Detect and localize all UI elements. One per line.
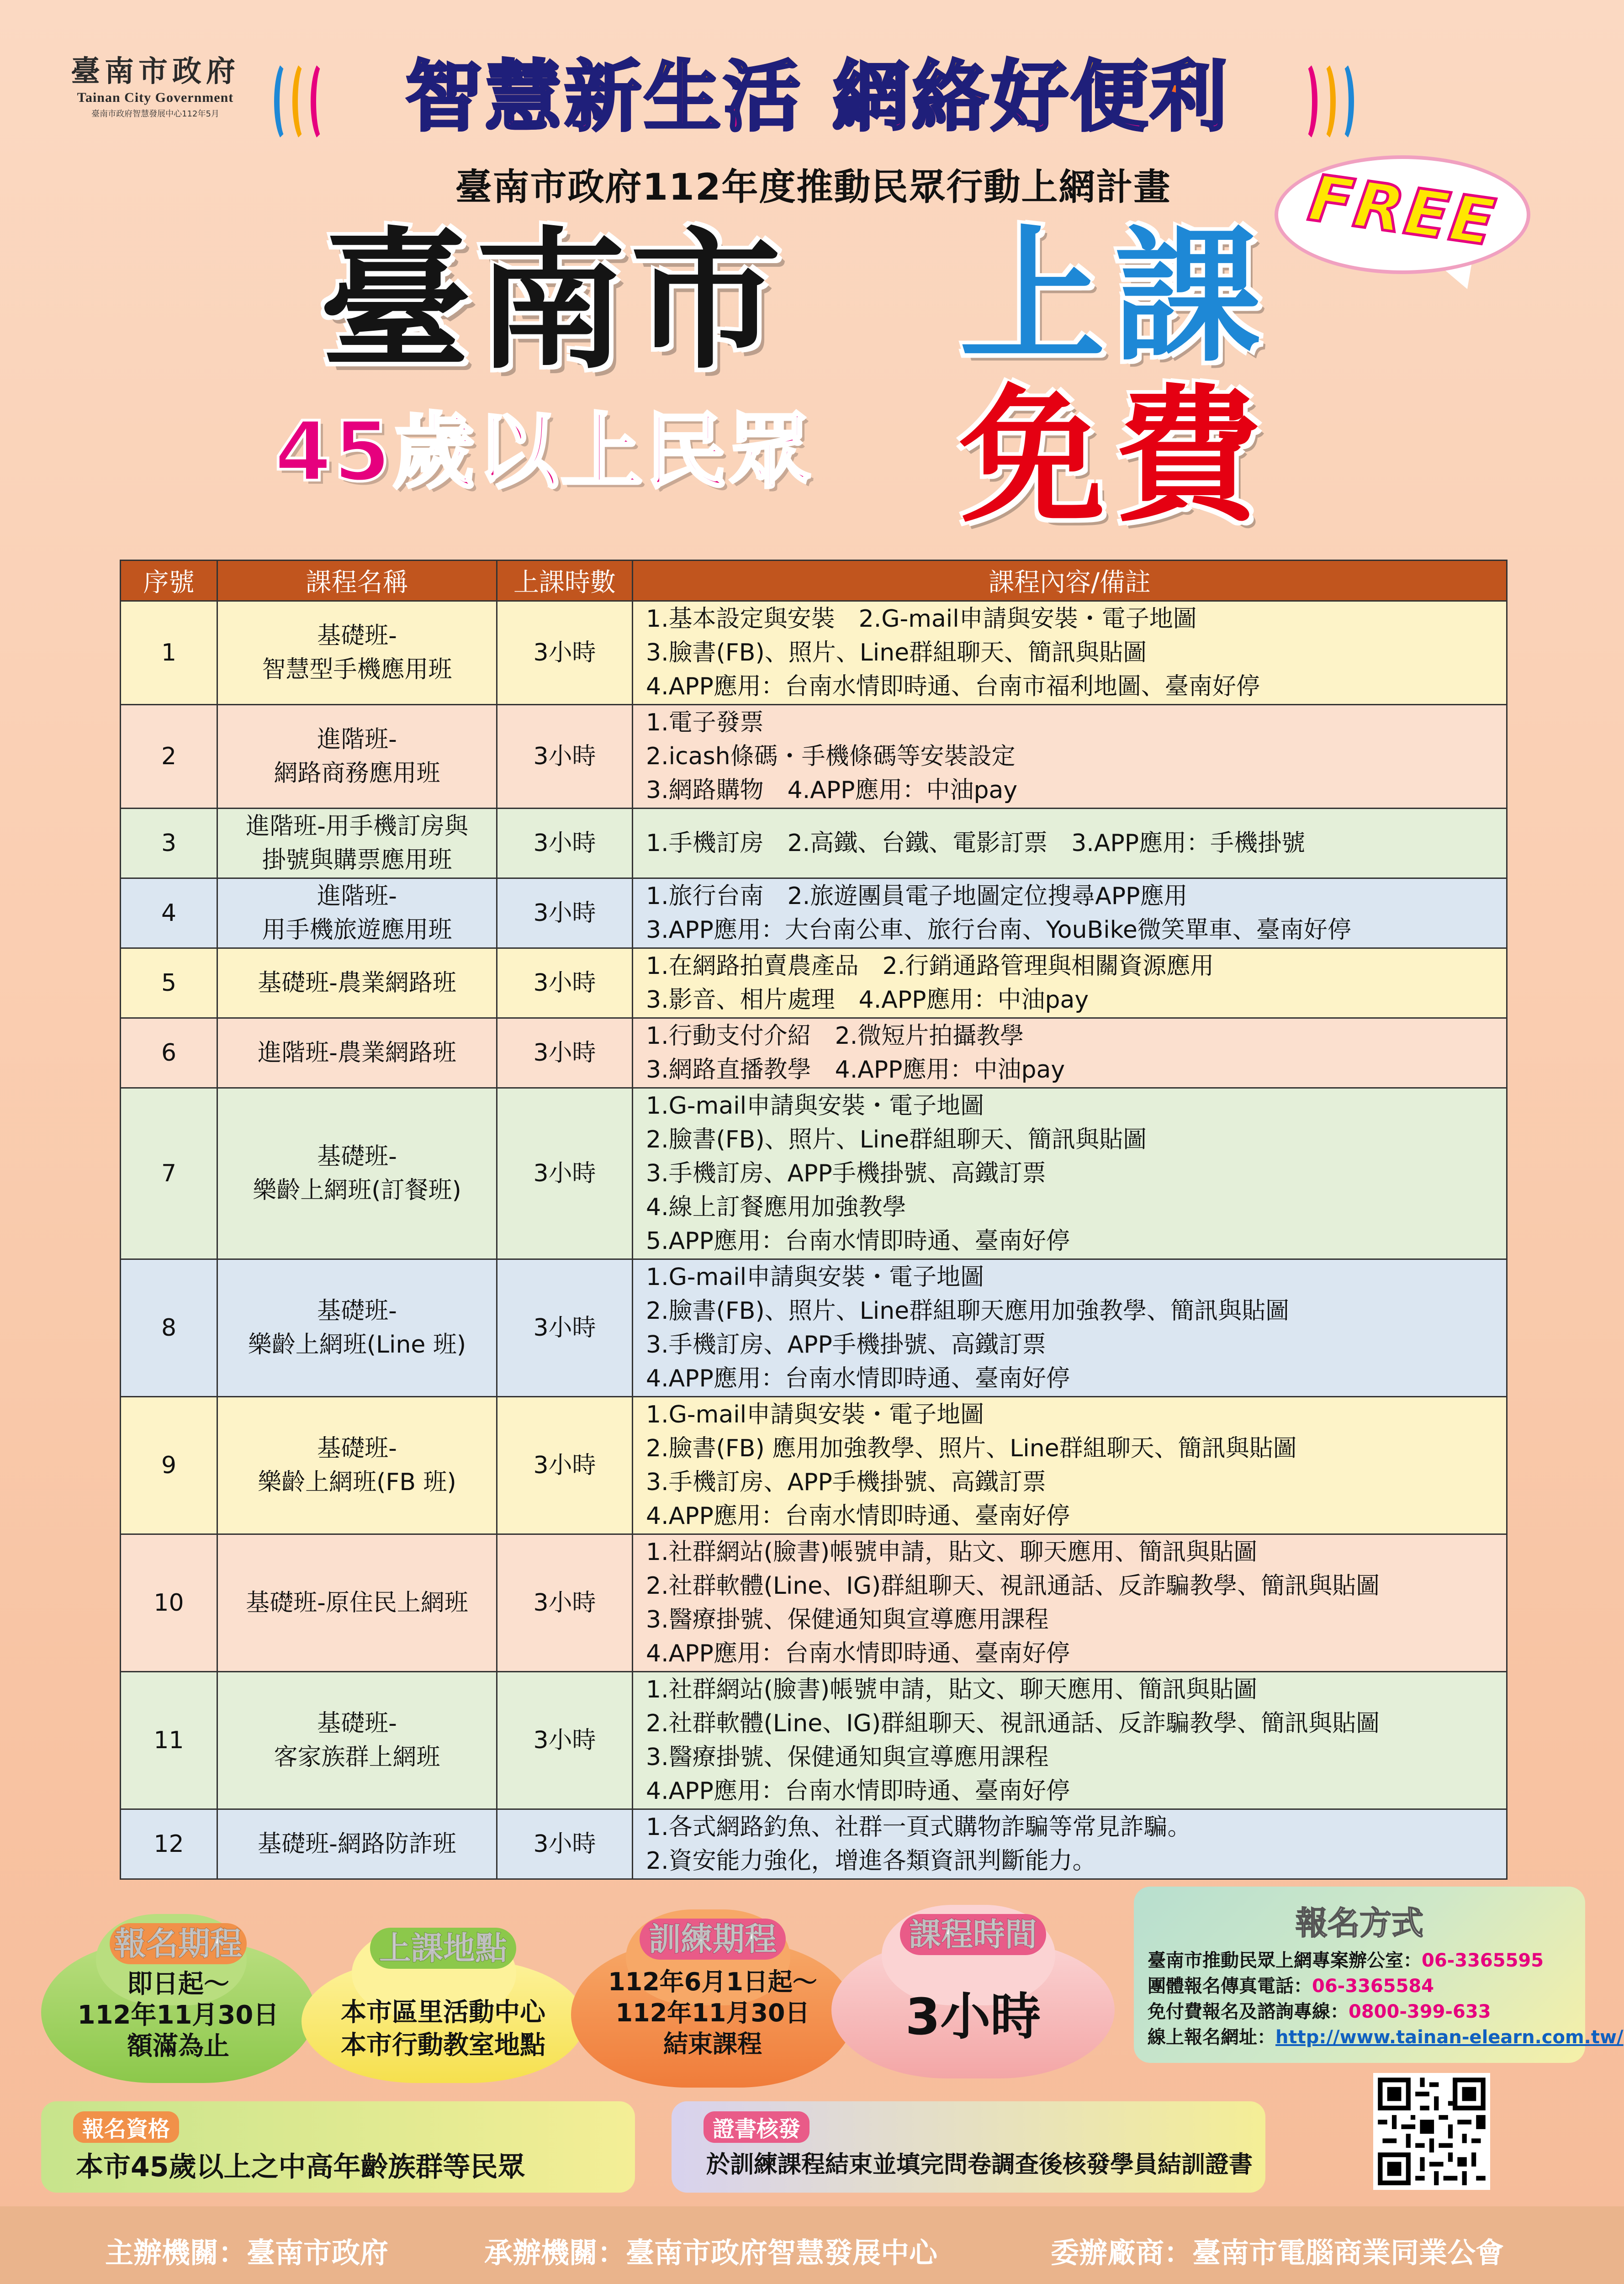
content-line: 3.網路購物 4.APP應用：中油pay <box>646 777 1018 804</box>
title-free: 免費 <box>959 372 1270 542</box>
course-table <box>120 560 1508 1880</box>
course-table-body <box>121 601 1507 1879</box>
footer-executor: 承辦機關：臺南市政府智慧發展中心 <box>484 2236 938 2269</box>
course-name-line: 客家族群上網班 <box>274 1744 440 1771</box>
plan-title: 臺南市政府112年度推動民眾行動上網計畫 <box>455 166 1171 208</box>
course-content <box>633 1534 1507 1672</box>
row-number: 9 <box>121 1397 217 1534</box>
row-number: 2 <box>121 705 217 809</box>
duration-text: 3小時 <box>905 1988 1041 2046</box>
course-name-line: 基礎班- <box>317 1435 397 1462</box>
content-line: 2.臉書(FB)、照片、Line群組聊天、簡訊與貼圖 <box>646 1126 1147 1153</box>
table-row <box>121 1672 1507 1809</box>
course-name <box>217 809 497 878</box>
content-line: 1.行動支付介紹 2.微短片拍攝教學 <box>646 1022 1024 1050</box>
duration-label: 課程時間 <box>900 1914 1046 1955</box>
content-line: 1.基本設定與安裝 2.G-mail申請與安裝・電子地圖 <box>646 605 1197 633</box>
course-hours: 3小時 <box>497 705 633 809</box>
course-hours: 3小時 <box>497 1397 633 1534</box>
course-name-line: 網路商務應用班 <box>274 760 440 787</box>
content-line: 2.icash條碼・手機條碼等安裝設定 <box>646 743 1016 770</box>
free-badge <box>1275 155 1530 292</box>
course-name-line: 基礎班-農業網路班 <box>258 969 456 997</box>
certificate-box <box>672 2101 1265 2193</box>
period-label: 報名期程 <box>110 1923 247 1964</box>
course-name-line: 樂齡上網班(Line 班) <box>248 1331 466 1359</box>
course-name-line: 進階班-農業網路班 <box>258 1039 456 1067</box>
footer-contractor: 委辦廠商：臺南市電腦商業同業公會 <box>1051 2236 1504 2269</box>
course-name-line: 基礎班-原住民上網班 <box>246 1589 468 1617</box>
row-number: 8 <box>121 1259 217 1397</box>
content-line: 1.在網路拍賣農產品 2.行銷通路管理與相關資源應用 <box>646 952 1214 980</box>
eligibility-label: 報名資格 <box>73 2111 179 2143</box>
footer-bar <box>0 2206 1624 2284</box>
course-hours: 3小時 <box>497 1018 633 1088</box>
table-row <box>121 705 1507 809</box>
course-name-line: 基礎班- <box>317 1710 397 1737</box>
course-content <box>633 1259 1507 1397</box>
course-name <box>217 1534 497 1672</box>
course-name-line: 掛號與購票應用班 <box>262 846 452 874</box>
course-hours: 3小時 <box>497 809 633 878</box>
table-row <box>121 1534 1507 1672</box>
free-badge-text: FREE <box>1304 161 1501 261</box>
content-line: 4.APP應用：台南水情即時通、臺南好停 <box>646 1640 1070 1667</box>
eligibility-box <box>41 2101 635 2193</box>
course-name-line: 智慧型手機應用班 <box>262 656 452 683</box>
course-content <box>633 878 1507 948</box>
header-content: 課程內容/備註 <box>633 560 1507 601</box>
content-line: 5.APP應用：台南水情即時通、臺南好停 <box>646 1227 1070 1255</box>
registration-fax: 團體報名傳真電話：06-3365584 <box>1148 1976 1434 1997</box>
table-row <box>121 1809 1507 1879</box>
footer-organizer: 主辦機關：臺南市政府 <box>105 2236 389 2269</box>
slogan-text: 智慧新生活 網絡好便利 <box>347 42 1288 152</box>
course-name-line: 進階班- <box>317 883 397 910</box>
course-name <box>217 878 497 948</box>
course-hours: 3小時 <box>497 1672 633 1809</box>
row-number: 7 <box>121 1088 217 1259</box>
header-hours: 上課時數 <box>497 560 633 601</box>
row-number: 3 <box>121 809 217 878</box>
logo-chinese: 臺南市政府 <box>71 54 240 89</box>
cloud-course-duration <box>831 1896 1115 2088</box>
course-hours: 3小時 <box>497 948 633 1018</box>
certificate-label: 證書核發 <box>704 2111 809 2143</box>
registration-hotline: 免付費報名及諮詢專線：0800-399-633 <box>1148 2001 1491 2022</box>
cloud-location <box>302 1909 585 2083</box>
content-line: 2.社群軟體(Line、IG)群組聊天、視訊通話、反詐騙教學、簡訊與貼圖 <box>646 1572 1380 1600</box>
content-line: 1.社群網站(臉書)帳號申請，貼文、聊天應用、簡訊與貼圖 <box>646 1676 1258 1703</box>
location-text <box>302 1996 585 2062</box>
table-row <box>121 1259 1507 1397</box>
course-name-line: 用手機旅遊應用班 <box>262 916 452 944</box>
registration-office: 臺南市推動民眾上網專案辦公室：06-3365595 <box>1148 1950 1544 1971</box>
signal-waves-right-icon <box>1293 59 1357 137</box>
course-name-line: 進階班-用手機訂房與 <box>246 813 468 840</box>
course-content <box>633 1088 1507 1259</box>
course-content <box>633 705 1507 809</box>
course-name-line: 基礎班- <box>317 1143 397 1170</box>
course-name <box>217 1018 497 1088</box>
course-content <box>633 1397 1507 1534</box>
cloud-registration-period <box>41 1905 315 2088</box>
row-number: 6 <box>121 1018 217 1088</box>
content-line: 3.手機訂房、APP手機掛號、高鐵訂票 <box>646 1160 1046 1187</box>
content-line: 4.APP應用：台南水情即時通、台南市福利地圖、臺南好停 <box>646 673 1260 700</box>
content-line: 3.醫療掛號、保健通知與宣導應用課程 <box>646 1606 1049 1634</box>
course-name <box>217 705 497 809</box>
course-hours: 3小時 <box>497 1088 633 1259</box>
content-line: 2.社群軟體(Line、IG)群組聊天、視訊通話、反詐騙教學、簡訊與貼圖 <box>646 1710 1380 1737</box>
table-row <box>121 878 1507 948</box>
row-number: 11 <box>121 1672 217 1809</box>
table-row <box>121 1018 1507 1088</box>
period-line-3: 額滿為止 <box>127 2031 229 2061</box>
certificate-text: 於訓練課程結束並填完問卷調查後核發學員結訓證書 <box>706 2151 1253 2178</box>
content-line: 1.旅行台南 2.旅遊團員電子地圖定位搜尋APP應用 <box>646 883 1188 910</box>
table-row <box>121 1088 1507 1259</box>
course-hours: 3小時 <box>497 601 633 705</box>
title-age: 45歲以上民眾 <box>274 404 813 500</box>
course-name <box>217 1259 497 1397</box>
period-text <box>41 1969 315 2062</box>
content-line: 2.臉書(FB)、照片、Line群組聊天應用加強教學、簡訊與貼圖 <box>646 1297 1290 1325</box>
content-line: 3.手機訂房、APP手機掛號、高鐵訂票 <box>646 1469 1046 1496</box>
content-line: 4.APP應用：台南水情即時通、臺南好停 <box>646 1365 1070 1392</box>
content-line: 3.APP應用：大台南公車、旅行台南、YouBike微笑單車、臺南好停 <box>646 916 1351 944</box>
training-line-2: 112年11月30日 <box>615 1998 810 2027</box>
course-name-line: 基礎班-網路防詐班 <box>258 1830 456 1858</box>
registration-title: 報名方式 <box>1296 1904 1423 1942</box>
header-course-name: 課程名稱 <box>217 560 497 601</box>
course-content <box>633 1809 1507 1879</box>
course-content <box>633 809 1507 878</box>
training-label: 訓練期程 <box>640 1919 786 1960</box>
content-line: 1.G-mail申請與安裝・電子地圖 <box>646 1092 984 1120</box>
course-name <box>217 1672 497 1809</box>
logo-english: Tainan City Government <box>77 90 234 105</box>
course-name-line: 基礎班- <box>317 1297 397 1325</box>
content-line: 3.臉書(FB)、照片、Line群組聊天、簡訊與貼圖 <box>646 639 1147 666</box>
location-line-1: 本市區里活動中心 <box>341 1998 545 2027</box>
course-name <box>217 1397 497 1534</box>
table-header-row <box>121 560 1507 601</box>
title-class: 上課 <box>959 212 1270 382</box>
course-name-line: 樂齡上網班(FB 班) <box>258 1469 456 1496</box>
training-line-3: 結束課程 <box>663 2030 762 2058</box>
row-number: 5 <box>121 948 217 1018</box>
slogan <box>347 42 1288 152</box>
office-phone: 06-3365595 <box>1422 1950 1544 1971</box>
content-line: 1.各式網路釣魚、社群一頁式購物詐騙等常見詐騙。 <box>646 1813 1191 1841</box>
course-content <box>633 1672 1507 1809</box>
content-line: 2.資安能力強化，增進各類資訊判斷能力。 <box>646 1847 1096 1875</box>
registration-url: 線上報名網址：http://www.tainan-elearn.com.tw/ <box>1148 2027 1624 2048</box>
content-line: 4.線上訂餐應用加強教學 <box>646 1194 906 1221</box>
course-hours: 3小時 <box>497 1259 633 1397</box>
content-line: 1.手機訂房 2.高鐵、台鐵、電影訂票 3.APP應用：手機掛號 <box>646 830 1306 857</box>
table-row <box>121 1397 1507 1534</box>
registration-link[interactable]: http://www.tainan-elearn.com.tw/ <box>1275 2027 1624 2048</box>
table-row <box>121 809 1507 878</box>
tainan-logo <box>55 48 256 119</box>
content-line: 3.網路直播教學 4.APP應用：中油pay <box>646 1056 1065 1084</box>
qr-code-icon[interactable] <box>1373 2073 1490 2190</box>
title-city: 臺南市 <box>320 214 786 389</box>
course-name <box>217 601 497 705</box>
course-hours: 3小時 <box>497 878 633 948</box>
course-hours: 3小時 <box>497 1534 633 1672</box>
table-row <box>121 948 1507 1018</box>
course-name-line: 進階班- <box>317 726 397 753</box>
row-number: 4 <box>121 878 217 948</box>
table-row <box>121 601 1507 705</box>
course-name <box>217 1809 497 1879</box>
course-content <box>633 601 1507 705</box>
registration-method <box>1134 1887 1624 2063</box>
location-line-2: 本市行動教室地點 <box>341 2030 545 2060</box>
signal-waves-left-icon <box>274 59 338 137</box>
content-line: 4.APP應用：台南水情即時通、臺南好停 <box>646 1777 1070 1805</box>
course-name-line: 樂齡上網班(訂餐班) <box>253 1177 461 1204</box>
row-number: 1 <box>121 601 217 705</box>
header-number: 序號 <box>121 560 217 601</box>
logo-subtitle: 臺南市政府智慧發展中心112年5月 <box>91 109 219 119</box>
row-number: 10 <box>121 1534 217 1672</box>
course-content <box>633 1018 1507 1088</box>
course-name <box>217 1088 497 1259</box>
content-line: 1.G-mail申請與安裝・電子地圖 <box>646 1264 984 1291</box>
period-line-1: 即日起～ <box>127 1969 229 1999</box>
fax-phone: 06-3365584 <box>1312 1976 1434 1997</box>
content-line: 4.APP應用：台南水情即時通、臺南好停 <box>646 1502 1070 1530</box>
course-name <box>217 948 497 1018</box>
course-name-line: 基礎班- <box>317 622 397 650</box>
course-hours: 3小時 <box>497 1809 633 1879</box>
content-line: 1.G-mail申請與安裝・電子地圖 <box>646 1401 984 1428</box>
training-text <box>571 1967 854 2060</box>
content-line: 3.手機訂房、APP手機掛號、高鐵訂票 <box>646 1331 1046 1359</box>
eligibility-text: 本市45歲以上之中高年齡族群等民眾 <box>76 2151 525 2183</box>
cloud-training-period <box>571 1900 854 2092</box>
location-label: 上課地點 <box>370 1928 516 1969</box>
content-line: 3.醫療掛號、保健通知與宣導應用課程 <box>646 1744 1049 1771</box>
course-content <box>633 948 1507 1018</box>
content-line: 3.影音、相片處理 4.APP應用：中油pay <box>646 986 1089 1014</box>
content-line: 1.電子發票 <box>646 709 764 736</box>
training-line-1: 112年6月1日起～ <box>608 1967 817 1996</box>
content-line: 2.臉書(FB) 應用加強教學、照片、Line群組聊天、簡訊與貼圖 <box>646 1435 1297 1462</box>
period-line-2: 112年11月30日 <box>77 2000 279 2030</box>
content-line: 1.社群網站(臉書)帳號申請，貼文、聊天應用、簡訊與貼圖 <box>646 1539 1258 1566</box>
hotline-phone: 0800-399-633 <box>1349 2001 1491 2022</box>
row-number: 12 <box>121 1809 217 1879</box>
